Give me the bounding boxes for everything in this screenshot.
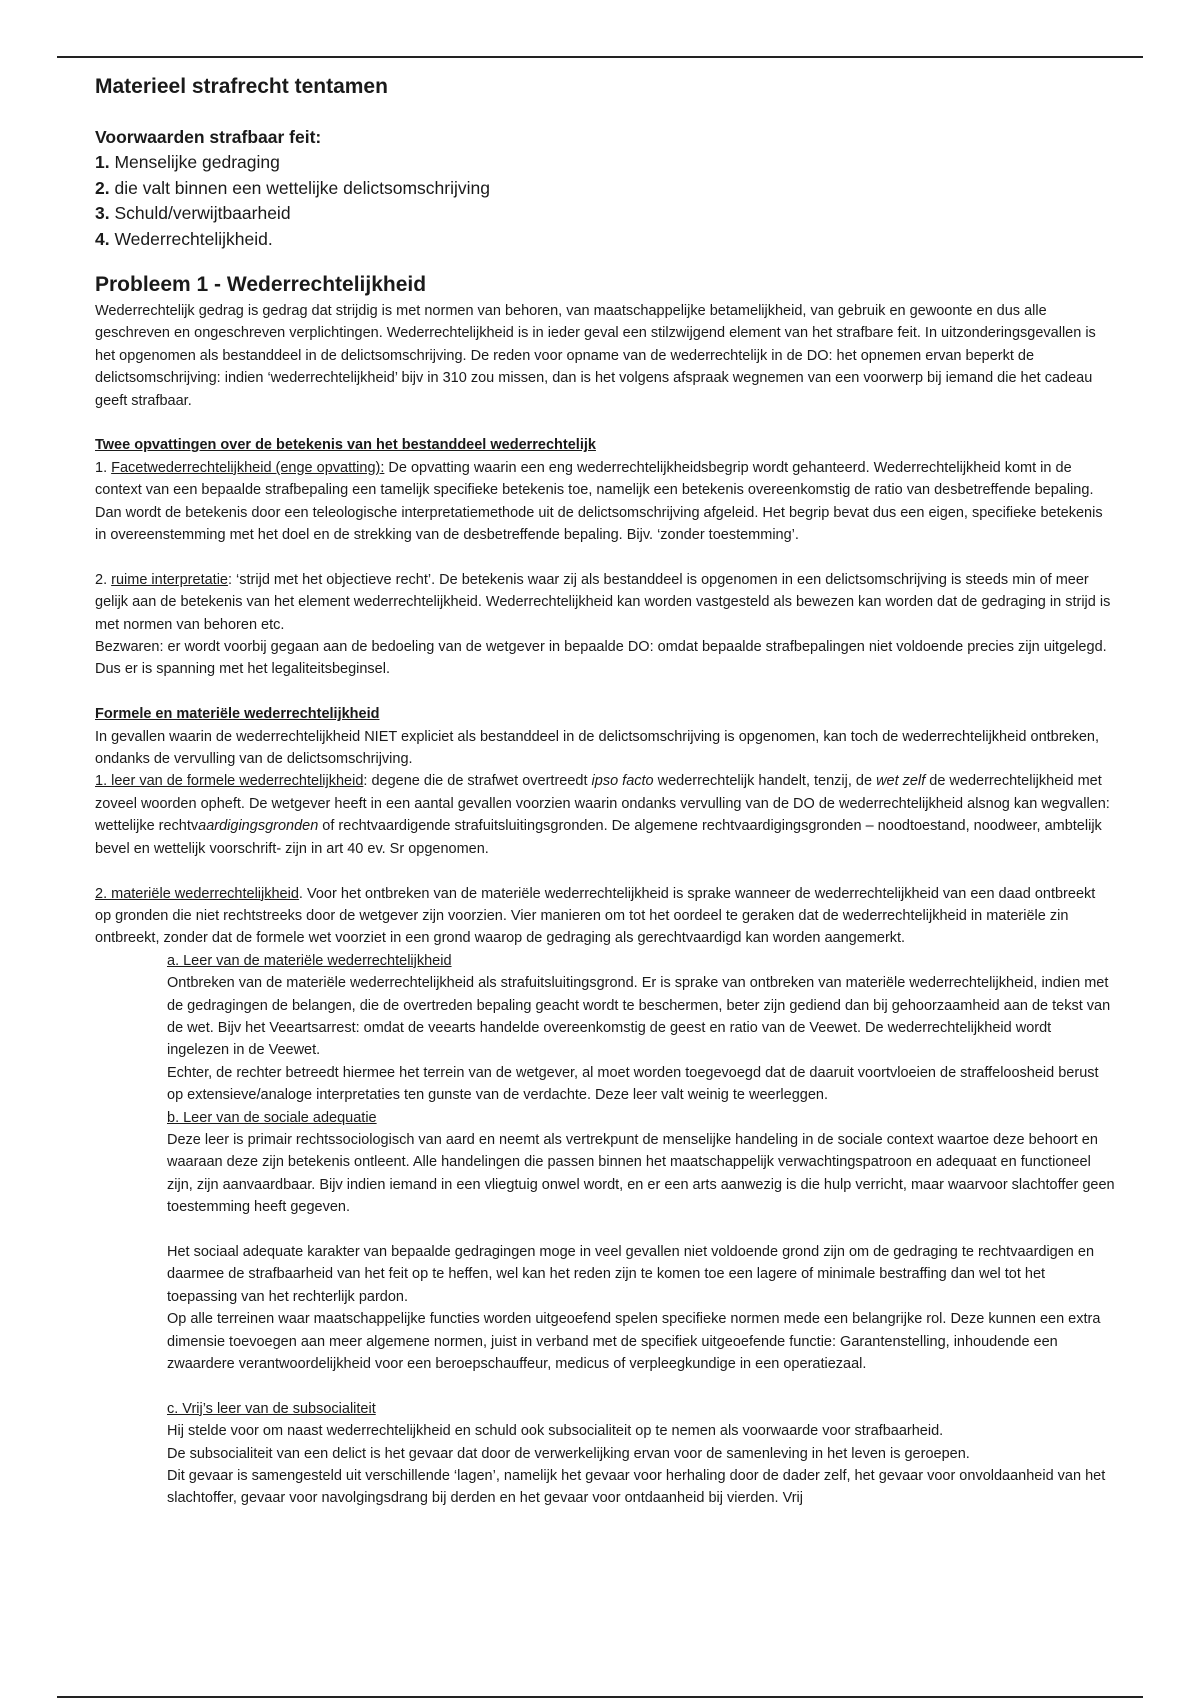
material-subsections (167, 950, 1115, 1510)
subheading-two-views: Twee opvattingen over de betekenis van het bestanddeel wederrechtelijk (95, 437, 596, 454)
document-title: Materieel strafrecht tentamen (95, 75, 388, 98)
paragraph-objections: Bezwaren: er wordt voorbij gegaan aan de bedoeling van de wetgever in bepaalde DO: omdat bepaalde strafbepalingen niet voldoende precies zijn uitgelegd. Dus er is spanning met het legaliteitsbeginsel. (95, 639, 1107, 678)
list-item: 2. die valt binnen een wettelijke delictsomschrijving (95, 177, 490, 198)
subheading-b: b. Leer van de sociale adequatie (167, 1109, 377, 1126)
intro-paragraph: Wederrechtelijk gedrag is gedrag dat strijdig is met normen van behoren, van maatschappelijke betamelijkheid, van gebruik en gewoonte en dus alle geschreven en ongeschreven verplichtingen. Wederrechtelijkheid is in ieder geval een stilzwijgend element van het strafbare feit. In uitzonderingsgevallen is het opgenomen als bestanddeel in de delictsomschrijving. De reden voor opname van de wederrechtelijk in de DO: het opnemen ervan beperkt de delictsomschrijving: indien ‘wederrechtelijkheid’ bijv in 310 zou missen, dan is het volgens afspraak wegnemen van een voorwerp bij iemand die het cadeau geeft strafbaar. (95, 303, 1096, 409)
subheading-formal-material: Formele en materiële wederrechtelijkheid (95, 706, 380, 723)
paragraph-material: 2. materiële wederrechtelijkheid. Voor het ontbreken van de materiële wederrechtelijkheid is sprake wanneer de wederrechtelijkheid van een daad ontbreekt op gronden die niet rechtstreeks door de wetgever zijn voorzien. Vier manieren om tot het oordeel te geraken dat de wederrechtelijkheid in materiële zin ontbreekt, zonder dat de formele wet voorziet in een grond waarop de gedraging als gerechtvaardigd kan worden aangemerkt. (95, 885, 1096, 947)
paragraph-b1: Deze leer is primair rechtssociologisch van aard en neemt als vertrekpunt de menselijke handeling in de sociale context waartoe deze behoort en waaraan deze zijn betekenis ontleent. Alle handelingen die passen binnen het maatschappelijk verwachtingspatroon en adequaat en functioneel zijn, zijn aanvaardbaar. Bijv indien iemand in een vliegtuig onwel wordt, en er een arts aanwezig is die hulp verricht, maar waarvoor slachtoffer geen toestemming heeft gegeven. (167, 1131, 1115, 1216)
paragraph-c3: Dit gevaar is samengesteld uit verschillende ‘lagen’, namelijk het gevaar voor herhaling door de dader zelf, het gevaar voor onvoldaanheid van het slachtoffer, gevaar voor navolgingsdrang bij derden en het gevaar voor ontdaanheid bij vierden. Vrij (167, 1468, 1106, 1507)
list-item: 3. Schuld/verwijtbaarheid (95, 203, 291, 223)
list-item: 1. Menselijke gedraging (95, 152, 280, 172)
paragraph-facet: 1. Facetwederrechtelijkheid (enge opvatting): De opvatting waarin een eng wederrechtelijkheidsbegrip wordt gehanteerd. Wederrechtelijkheid komt in de context van een bepaalde strafbepaling een tamelijk specifieke betekenis toe, namelijk een betekenis overeenkomstig de ratio van desbetreffende bepaling. Dan wordt de betekenis door een teleologische interpretatiemethode uit de delictsomschrijving afgeleid. Het begrip bevat dus een eigen, specifieke betekenis in overeenstemming met het doel en de strekking van de desbetreffende bepaling. Bijv. ‘zonder toestemming’. (95, 459, 1103, 544)
top-rule (57, 56, 1143, 58)
list-item: 4. Wederrechtelijkheid. (95, 228, 273, 249)
subheading-c: c. Vrij’s leer van de subsocialiteit (167, 1400, 376, 1417)
paragraph-b3: Op alle terreinen waar maatschappelijke functies worden uitgeoefend spelen specifieke normen mede een belangrijke rol. Deze kunnen een extra dimensie toevoegen aan meer algemene normen, juist in verband met de specifiek uitgeoefende functie: Garantenstelling, inhoudende een zwaardere verantwoordelijkheid voor een beroepschauffeur, medicus of verpleegkundige in een operatiezaal. (167, 1311, 1101, 1373)
document-page (95, 72, 1115, 1510)
paragraph-b2: Het sociaal adequate karakter van bepaalde gedragingen moge in veel gevallen niet voldoende grond zijn om de gedraging te rechtvaardigen en daarmee de strafbaarheid van het feit op te heffen, wel kan het reden zijn te komen toe een lagere of minimale bestraffing dan wel tot het toepassing van het rechterlijk pardon. (167, 1243, 1095, 1305)
paragraph-formal: 1. leer van de formele wederrechtelijkheid: degene die de strafwet overtreedt ipso facto wederrechtelijk handelt, tenzij, de wet zelf de wederrechtelijkheid met zoveel woorden opheft. De wetgever heeft in een aantal gevallen voorzien waarin ondanks vervulling van de DO de wederrechtelijkheid alsnog kan wegvallen: wettelijke rechtvaardigingsgronden of rechtvaardigende strafuitsluitingsgronden. De algemene rechtvaardigingsgronden – noodtoestand, noodweer, ambtelijk bevel en wettelijk voorschrift- zijn in art 40 ev. Sr opgenomen. (95, 773, 1110, 857)
paragraph-c1: Hij stelde voor om naast wederrechtelijkheid en schuld ook subsocialiteit op te nemen als voorwaarde voor strafbaarheid. (167, 1423, 944, 1440)
paragraph-a1: Ontbreken van de materiële wederrechtelijkheid als strafuitsluitingsgrond. Er is sprake van ontbreken van materiële wederrechtelijkheid, indien met de gedragingen de belangen, die de overtreden bepaling geacht wordt te beschermen, beter zijn gediend dan bij gehoorzaamheid aan de tekst van de wet. Bijv het Veeartsarrest: omdat de veearts handelde overeenkomstig de geest en ratio van de Veewet. De wederrechtelijkheid wordt ingelezen in de Veewet. (167, 975, 1111, 1059)
conditions-heading: Voorwaarden strafbaar feit: (95, 127, 322, 147)
conditions-list (95, 150, 1115, 252)
paragraph-formal-intro: In gevallen waarin de wederrechtelijkheid NIET expliciet als bestanddeel in de delictsomschrijving is opgenomen, kan toch de wederrechtelijkheid ontbreken, ondanks de vervulling van de delictsomschrijving. (95, 728, 1100, 768)
paragraph-a2: Echter, de rechter betreedt hiermee het terrein van de wetgever, al moet worden toegevoegd dat de daaruit voortvloeien de straffeloosheid berust op extensieve/analoge interpretaties ten gunste van de verdachte. Deze leer valt weinig te weerleggen. (167, 1064, 1099, 1104)
subheading-a: a. Leer van de materiële wederrechtelijkheid (167, 952, 452, 969)
paragraph-c2: De subsocialiteit van een delict is het gevaar dat door de verwerkelijking ervan voor de samenleving in het leven is geroepen. (167, 1445, 970, 1462)
section-heading: Probleem 1 - Wederrechtelijkheid (95, 273, 427, 296)
paragraph-broad: 2. ruime interpretatie: ‘strijd met het objectieve recht’. De betekenis waar zij als bestanddeel is opgenomen in een delictsomschrijving is steeds min of meer gelijk aan de betekenis van het element wederrechtelijkheid. Wederrechtelijkheid kan worden vastgesteld als bewezen kan worden dat de gedraging in strijd is met normen van behoren etc. (95, 571, 1111, 633)
bottom-rule (57, 1696, 1143, 1698)
